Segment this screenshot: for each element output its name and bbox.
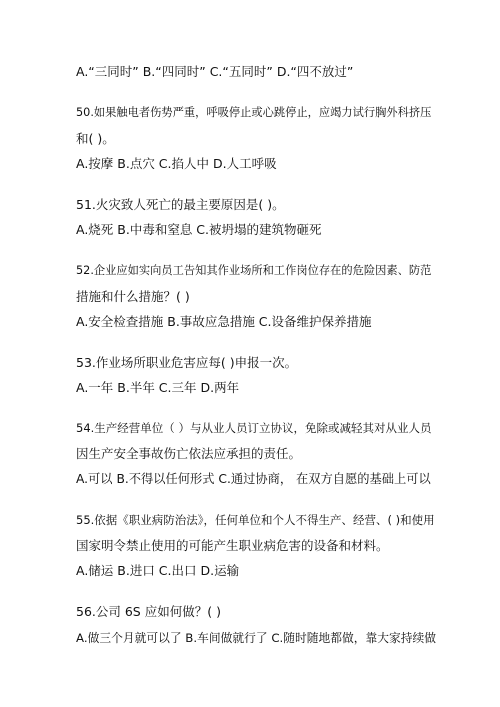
q50-options: A.按摩 B.点穴 C.掐人中 D.人工呼吸 bbox=[76, 156, 277, 171]
q49-options: A.“三同时” B.“四同时” C.“五同时” D.“四不放过” bbox=[76, 64, 354, 79]
q52-text-line1: 52.企业应如实向员工告知其作业场所和工作岗位存在的危险因素、防范 bbox=[76, 264, 432, 277]
q52-text-line2: 措施和什么措施？( ) bbox=[76, 289, 190, 304]
q54-text-line1: 54.生产经营单位（ ）与从业人员订立协议，免除或减轻其对从业人员 bbox=[76, 421, 432, 435]
q55-options: A.储运 B.进口 C.出口 D.运输 bbox=[76, 563, 240, 578]
q55-text-line2: 国家明令禁止使用的可能产生职业病危害的设备和材料。 bbox=[76, 538, 389, 553]
q55-text-line1: 55.依据《职业病防治法》，任何单位和个人不得生产、经营、( )和使用 bbox=[76, 513, 435, 527]
q52-options: A.安全检查措施 B.事故应急措施 C.设备维护保养措施 bbox=[76, 314, 372, 329]
q56-options: A.做三个月就可以了 B.车间做就行了 C.随时随地都做，靠大家持续做 bbox=[76, 631, 437, 645]
q56-text: 56.公司 6S 应如何做？( ) bbox=[76, 604, 221, 619]
q51-options: A.烧死 B.中毒和窒息 C.被坍塌的建筑物砸死 bbox=[76, 222, 322, 237]
q54-text-line2: 因生产安全事故伤亡依法应承担的责任。 bbox=[76, 446, 302, 461]
q51-text: 51.火灾致人死亡的最主要原因是( )。 bbox=[76, 197, 285, 212]
q53-options: A.一年 B.半年 C.三年 D.两年 bbox=[76, 380, 240, 395]
q54-options: A.可以 B.不得以任何形式 C.通过协商， 在双方自愿的基础上可以 bbox=[76, 472, 431, 486]
q50-text-line1: 50.如果触电者伤势严重，呼吸停止或心跳停止，应竭力试行胸外科挤压 bbox=[76, 106, 432, 119]
q53-text: 53.作业场所职业危害应每( )申报一次。 bbox=[76, 355, 298, 370]
q50-text-line2: 和( )。 bbox=[76, 131, 115, 146]
